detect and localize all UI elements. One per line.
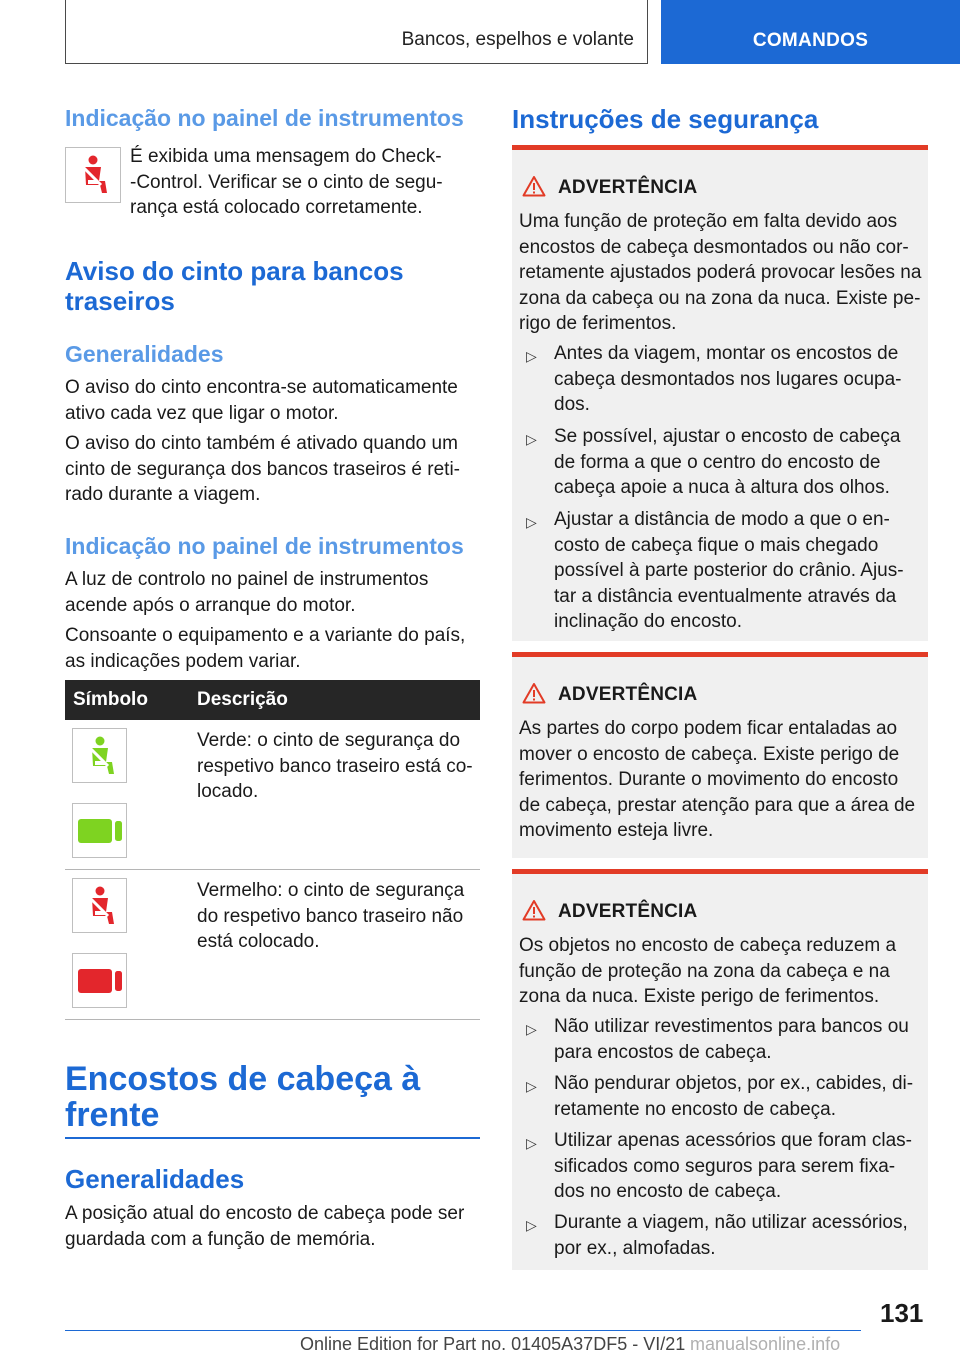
list-item: Se possível, ajustar o encosto de cabeça de forma a que o centro do encosto de cabeça apoie a nuca à altura dos olhos. xyxy=(554,426,901,498)
bullet-marker: ▷ xyxy=(526,514,537,530)
heading-aviso-cinto: Aviso do cinto para bancos traseiros xyxy=(65,256,404,316)
paragraph-luz-controlo: A luz de controlo no painel de instrumentos acende após o arranque do motor. xyxy=(65,569,429,616)
footer-edition: Online Edition for Part no. 01405A37DF5 - VI/21 xyxy=(300,1334,686,1354)
rear-seat-green-icon xyxy=(72,803,127,858)
paragraph-consoante: Consoante o equipamento e a variante do país, as indicações podem variar. xyxy=(65,625,466,672)
table-row-green-description: Verde: o cinto de segurança do respetivo banco traseiro está co- locado. xyxy=(197,730,473,802)
header-chapter-tab[interactable]: COMANDOS xyxy=(661,0,960,64)
list-item: Não utilizar revestimentos para bancos ou para encostos de cabeça. xyxy=(554,1016,909,1063)
table-row-divider xyxy=(65,869,480,870)
warning-text: Uma função de proteção em falta devido aos encostos de cabeça desmontados ou não cor- retamente ajustados poderá provocar lesões na zona da cabeça ou na zona da nuca. Existe pe- rigo de ferimentos. xyxy=(519,211,922,334)
seatbelt-fastened-green-icon xyxy=(72,728,127,783)
footer-rule xyxy=(65,1330,861,1331)
list-item: Durante a viagem, não utilizar acessórios, por ex., almofadas. xyxy=(554,1212,908,1259)
warning-title: ADVERTÊNCIA xyxy=(558,684,698,705)
table-bottom-divider xyxy=(65,1019,480,1020)
heading-instrucoes-seguranca: Instruções de segurança xyxy=(512,104,819,134)
list-item: Não pendurar objetos, por ex., cabides, di- retamente no encosto de cabeça. xyxy=(554,1073,914,1120)
paragraph-posicao-encosto: A posição atual do encosto de cabeça pode ser guardada com a função de memória. xyxy=(65,1203,465,1250)
header-section-title: Bancos, espelhos e volante xyxy=(65,0,648,64)
warning-triangle-icon xyxy=(522,899,546,921)
list-item: Antes da viagem, montar os encostos de cabeça desmontados nos lugares ocupa- dos. xyxy=(554,343,902,415)
bullet-marker: ▷ xyxy=(526,431,537,447)
bullet-marker: ▷ xyxy=(526,348,537,364)
paragraph-aviso-2: O aviso do cinto também é ativado quando um cinto de segurança dos bancos traseiros é reti- rado durante a viagem. xyxy=(65,433,460,505)
warning-title: ADVERTÊNCIA xyxy=(558,901,698,922)
heading-underline xyxy=(65,1137,480,1139)
heading-indicacao-painel: Indicação no painel de instrumentos xyxy=(65,105,464,131)
bullet-marker: ▷ xyxy=(526,1217,537,1233)
paragraph-aviso-1: O aviso do cinto encontra-se automaticamente ativo cada vez que ligar o motor. xyxy=(65,377,458,424)
warning-text: Os objetos no encosto de cabeça reduzem a função de proteção na zona da cabeça e na zona da nuca. Existe perigo de ferimentos. xyxy=(519,935,897,1007)
table-col-description: Descrição xyxy=(197,689,288,710)
footer-watermark: manualsonline.info xyxy=(690,1334,841,1354)
bullet-marker: ▷ xyxy=(526,1135,537,1151)
heading-generalidades-2: Generalidades xyxy=(65,1164,245,1194)
warning-text: As partes do corpo podem ficar entaladas ao mover o encosto de cabeça. Existe perigo de ferimentos. Durante o movimento do encosto de cabeça, prestar atenção para que a área de movimento esteja livre. xyxy=(519,718,916,841)
warning-box-3 xyxy=(512,869,928,1270)
warning-triangle-icon xyxy=(522,682,546,704)
heading-encostos-cabeca: Encostos de cabeça à frente xyxy=(65,1060,421,1134)
checkcontrol-text: É exibida uma mensagem do Check- -Control. Verificar se o cinto de segu- rança está colocado corretamente. xyxy=(130,146,443,218)
warning-box-2 xyxy=(512,652,928,858)
heading-indicacao-painel-2: Indicação no painel de instrumentos xyxy=(65,533,464,559)
symbol-table-header xyxy=(65,680,480,720)
rear-seat-red-icon xyxy=(72,953,127,1008)
warning-box-1 xyxy=(512,145,928,641)
seatbelt-warning-red-icon xyxy=(72,878,127,933)
bullet-marker: ▷ xyxy=(526,1021,537,1037)
table-row-red-description: Vermelho: o cinto de segurança do respetivo banco traseiro não está colocado. xyxy=(197,880,465,952)
table-col-symbol: Símbolo xyxy=(73,689,148,710)
warning-triangle-icon xyxy=(522,175,546,197)
warning-title: ADVERTÊNCIA xyxy=(558,177,698,198)
list-item: Ajustar a distância de modo a que o en- costo de cabeça fique o mais chegado possível à parte posterior do crânio. Ajus- tar a distância eventualmente através da inclinação do encosto. xyxy=(554,509,904,632)
seatbelt-warning-red-icon xyxy=(65,147,121,203)
heading-generalidades: Generalidades xyxy=(65,341,224,367)
list-item: Utilizar apenas acessórios que foram clas- sificados como seguros para serem fixa- dos no encosto de cabeça. xyxy=(554,1130,912,1202)
bullet-marker: ▷ xyxy=(526,1078,537,1094)
page-number: 131 xyxy=(880,1298,924,1328)
